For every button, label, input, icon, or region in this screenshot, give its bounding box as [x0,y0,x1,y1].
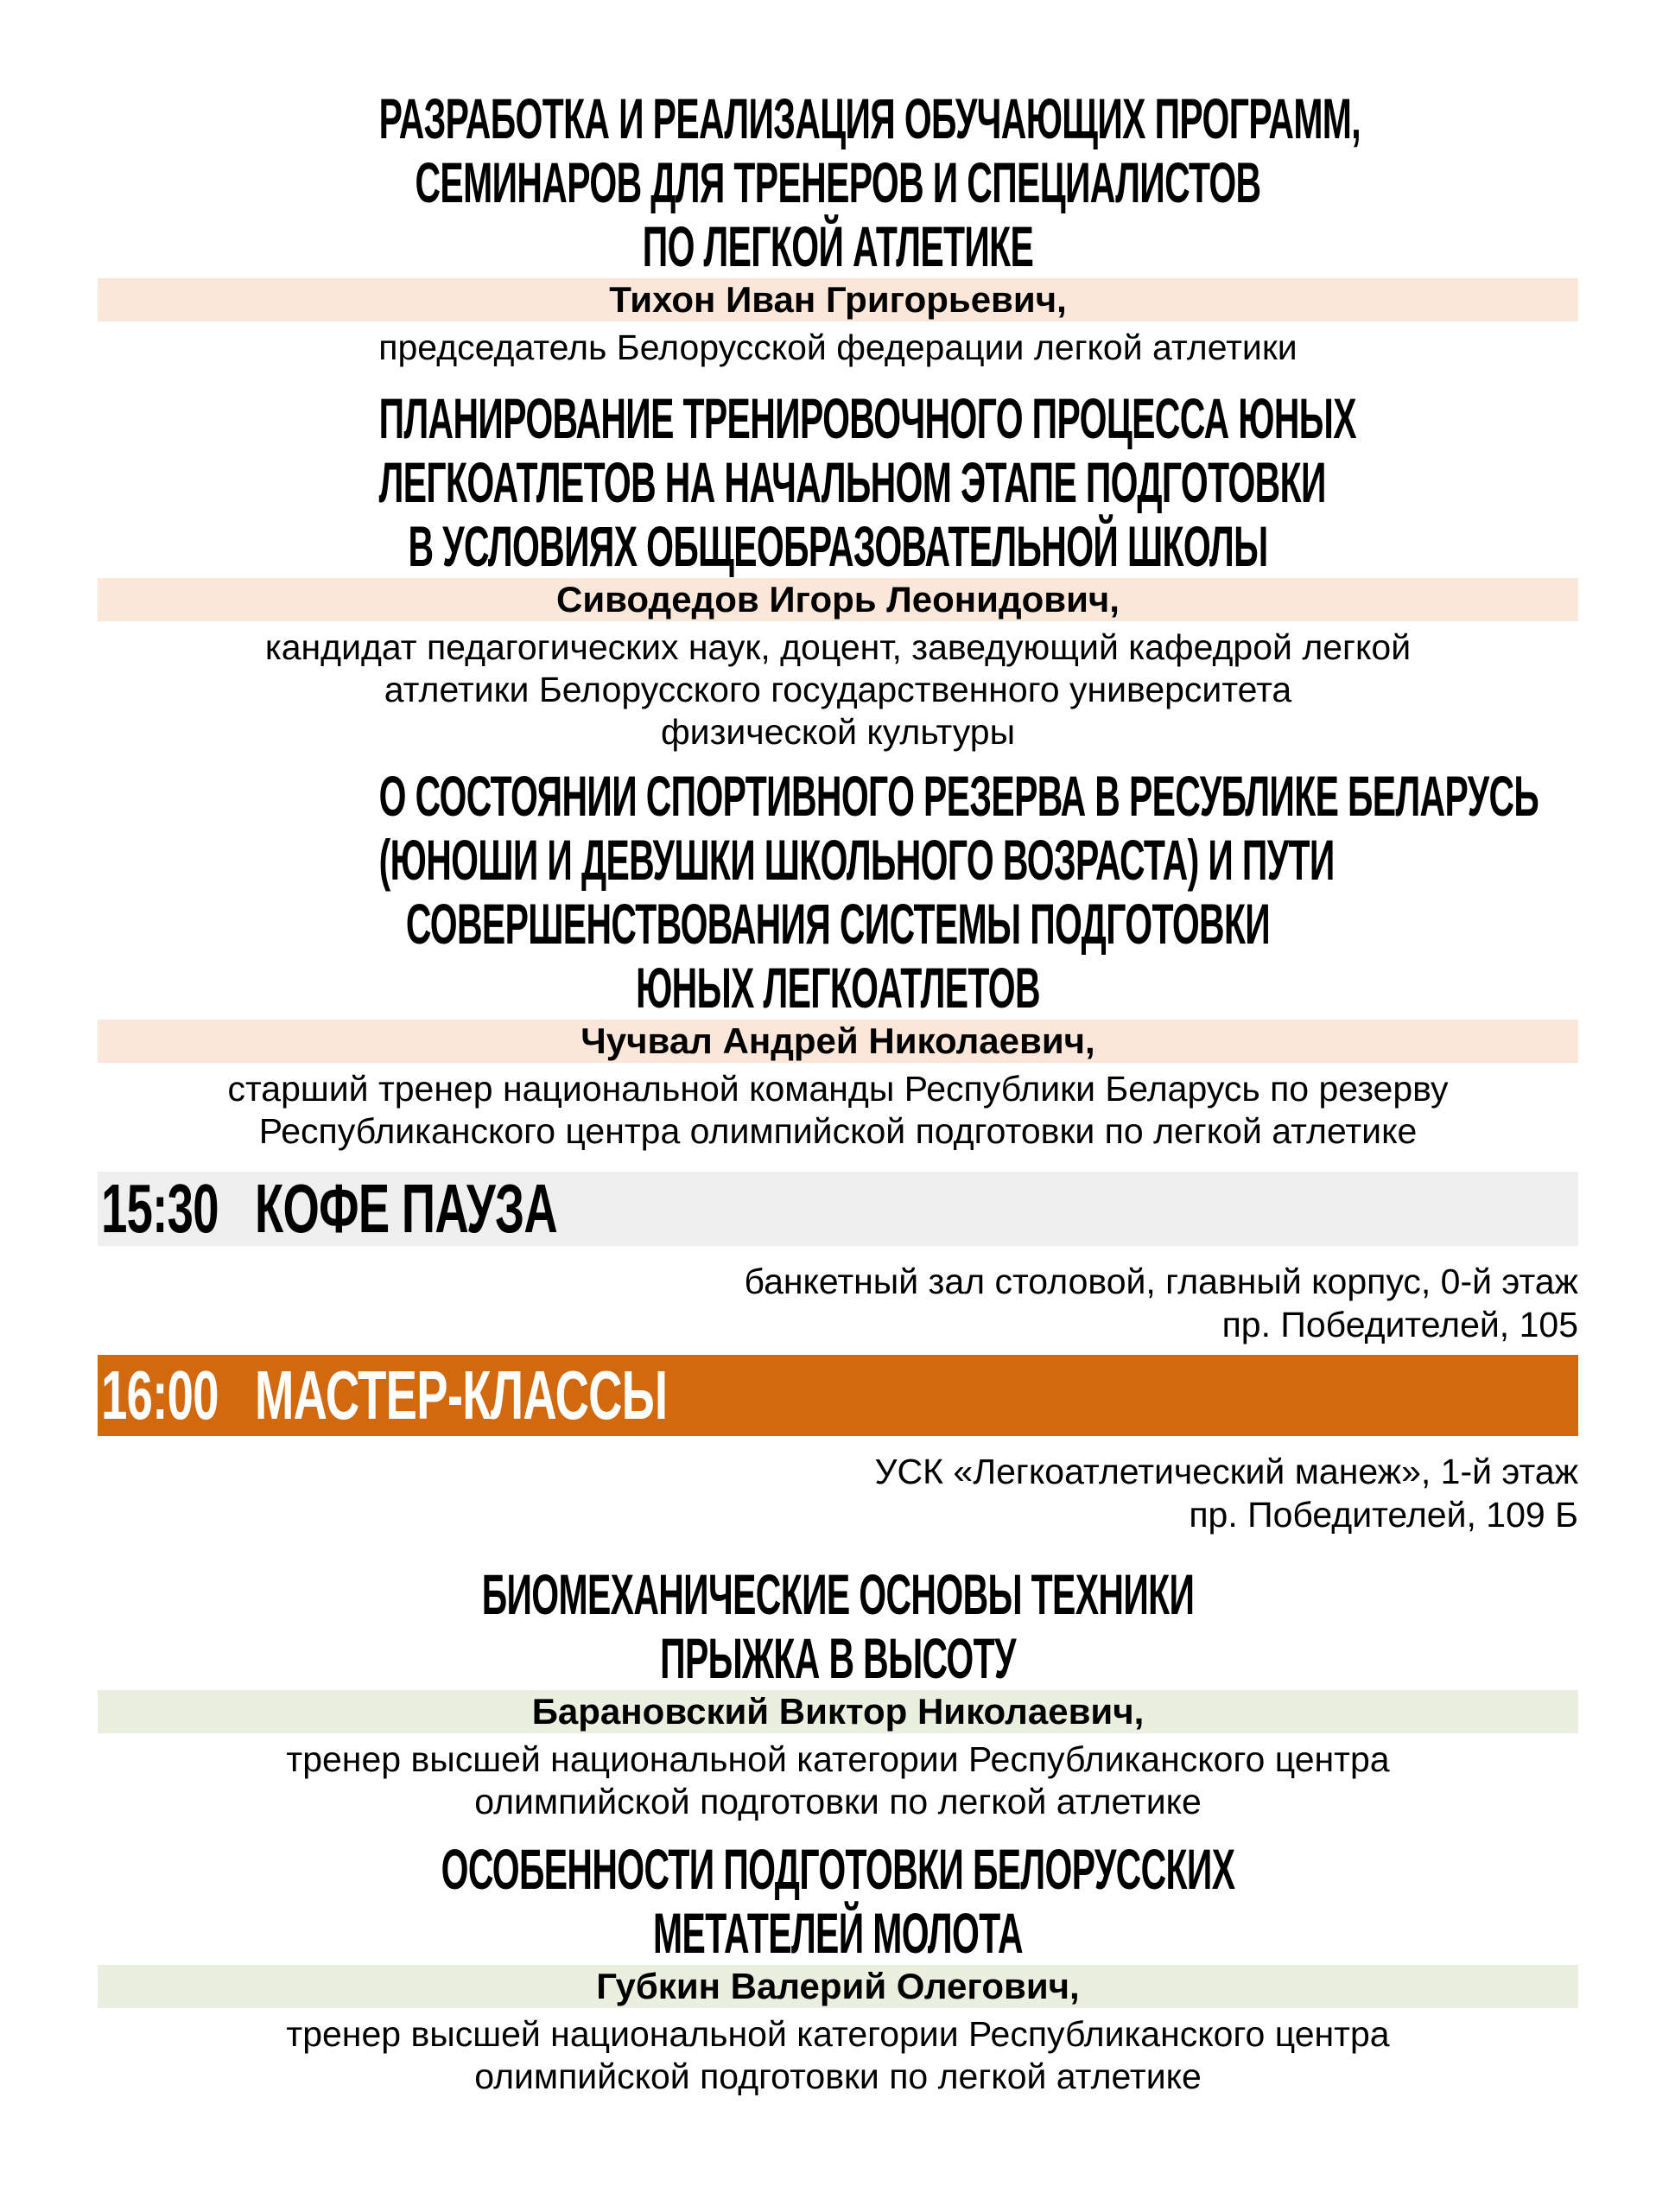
report-1-title-line: СЕМИНАРОВ ДЛЯ ТРЕНЕРОВ И СПЕЦИАЛИСТОВ [415,150,1261,214]
master-classes-location-line: УСК «Легкоатлетический манеж», 1-й этаж [874,1452,1578,1491]
report-3-speaker-role-line: старший тренер национальной команды Республики Беларусь по резерву [227,1069,1449,1109]
coffee-break-label: КОФЕ ПАУЗА [254,1172,558,1246]
report-3-title-line: (ЮНОШИ И ДЕВУШКИ ШКОЛЬНОГО ВОЗРАСТА) И ПУТИ [378,828,1335,892]
report-2-speaker-role-line: физической культуры [660,712,1016,752]
program-content [98,0,1578,2098]
report-1-title [98,86,1578,278]
report-3-speaker-band [98,1020,1578,1063]
masterclass-2-title [98,1837,1578,1965]
report-1-speaker-band [98,278,1578,321]
masterclass-2-speaker-role [98,2013,1578,2098]
masterclass-1-title [98,1562,1578,1690]
masterclass-1-speaker-role [98,1738,1578,1823]
report-2-speaker-band [98,578,1578,621]
report-1-speaker-role-line: председатель Белорусской федерации легкой атлетики [378,327,1297,367]
report-1-speaker-role [98,327,1578,369]
coffee-break-location-line: пр. Победителей, 105 [1221,1305,1578,1344]
masterclass-1-speaker-band [98,1690,1578,1733]
report-3-speaker-role-line: Республиканского центра олимпийской подготовки по легкой атлетике [258,1111,1418,1151]
report-3-title-line: О СОСТОЯНИИ СПОРТИВНОГО РЕЗЕРВА В РЕСУБЛИКЕ БЕЛАРУСЬ [378,764,1539,828]
master-classes-band [98,1355,1578,1436]
report-1-speaker-name: Тихон Иван Григорьевич, [609,279,1067,320]
masterclass-1-speaker-name: Барановский Виктор Николаевич, [531,1691,1145,1732]
masterclass-2-speaker-name: Губкин Валерий Олегович, [596,1966,1080,2006]
master-classes-time: 16:00 [101,1357,219,1433]
masterclass-1-title-line: ПРЫЖКА В ВЫСОТУ [660,1626,1016,1690]
masterclass-2-speaker-role-line: тренер высшей национальной категории Республиканского центра [286,2014,1390,2054]
master-classes-label: МАСТЕР-КЛАССЫ [254,1357,668,1433]
report-3-speaker-name: Чучвал Андрей Николаевич, [581,1020,1095,1061]
masterclass-2-speaker-band [98,1965,1578,2008]
masterclass-2-title-line: МЕТАТЕЛЕЙ МОЛОТА [653,1901,1023,1965]
coffee-break-location [98,1260,1578,1346]
report-2-speaker-role [98,626,1578,753]
coffee-break-time: 15:30 [101,1172,219,1246]
masterclass-1-speaker-role-line: олимпийской подготовки по легкой атлетике [474,1782,1202,1821]
report-3-title-line: ЮНЫХ ЛЕГКОАТЛЕТОВ [636,956,1040,1020]
masterclass-2-speaker-role-line: олимпийской подготовки по легкой атлетике [474,2056,1202,2096]
coffee-break-location-line: банкетный зал столовой, главный корпус, 0-й этаж [744,1262,1578,1301]
masterclass-1-title-line: БИОМЕХАНИЧЕСКИЕ ОСНОВЫ ТЕХНИКИ [481,1562,1195,1626]
report-3-title [98,764,1578,1020]
report-3-speaker-role [98,1068,1578,1153]
master-classes-row [98,1359,667,1432]
masterclass-2-title-line: ОСОБЕННОСТИ ПОДГОТОВКИ БЕЛОРУССКИХ [441,1837,1235,1901]
coffee-break-band [98,1172,1578,1246]
report-2-speaker-role-line: кандидат педагогических наук, доцент, заведующий кафедрой легкой [264,627,1412,667]
report-2-speaker-role-line: атлетики Белорусского государственного университета [384,670,1292,709]
report-2-title-line: В УСЛОВИЯХ ОБЩЕОБРАЗОВАТЕЛЬНОЙ ШКОЛЫ [408,514,1268,578]
masterclass-1-speaker-role-line: тренер высшей национальной категории Республиканского центра [286,1739,1390,1779]
report-1-title-line: ПО ЛЕГКОЙ АТЛЕТИКЕ [642,214,1034,278]
report-1-title-line: РАЗРАБОТКА И РЕАЛИЗАЦИЯ ОБУЧАЮЩИХ ПРОГРАММ, [378,86,1361,150]
coffee-break-row [98,1173,557,1245]
report-2-speaker-name: Сиводедов Игорь Леонидович, [556,579,1120,620]
report-3-title-line: СОВЕРШЕНСТВОВАНИЯ СИСТЕМЫ ПОДГОТОВКИ [405,892,1271,956]
master-classes-location [98,1450,1578,1536]
master-classes-location-line: пр. Победителей, 109 Б [1189,1495,1578,1535]
report-2-title-line: ПЛАНИРОВАНИЕ ТРЕНИРОВОЧНОГО ПРОЦЕССА ЮНЫХ [378,386,1356,450]
report-2-title [98,386,1578,578]
report-2-title-line: ЛЕГКОАТЛЕТОВ НА НАЧАЛЬНОМ ЭТАПЕ ПОДГОТОВКИ [378,450,1326,514]
